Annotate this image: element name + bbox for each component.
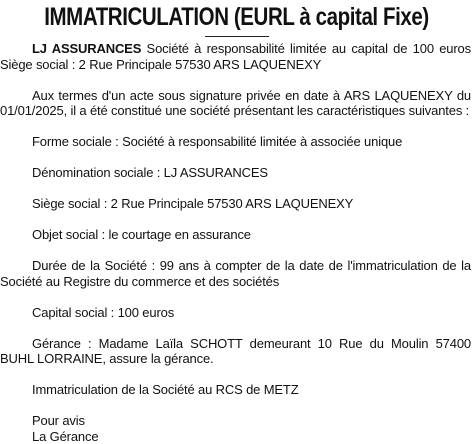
title-underline	[205, 36, 269, 37]
gerance: Gérance : Madame Laïla SCHOTT demeurant 10 Rue du Moulin 57400 BUHL LORRAINE, assure la gérance.	[0, 336, 471, 367]
closing-line-pour-avis: Pour avis	[32, 413, 471, 429]
objet-social: Objet social : le courtage en assurance	[0, 227, 471, 243]
denomination-sociale: Dénomination sociale : LJ ASSURANCES	[0, 165, 471, 181]
notice-title: IMMATRICULATION (EURL à capital Fixe)	[43, 2, 431, 32]
notice-body	[0, 41, 471, 444]
closing-signature	[0, 413, 471, 444]
act-paragraph: Aux termes d'un acte sous signature privée en date à ARS LAQUENEXY du 01/01/2025, il a été constitué une société présentant les caractéristiques suivantes :	[0, 88, 471, 119]
closing-line-gerance: La Gérance	[32, 429, 471, 444]
company-name: LJ ASSURANCES	[32, 41, 141, 56]
forme-sociale: Forme sociale : Société à responsabilité limitée à associée unique	[0, 134, 471, 150]
intro-text: Société à responsabilité limitée au capital de 100 euros Siège social : 2 Rue Principale 57530 ARS LAQUENEXY	[0, 41, 471, 72]
intro-paragraph	[0, 41, 471, 72]
siege-social: Siège social : 2 Rue Principale 57530 ARS LAQUENEXY	[0, 196, 471, 212]
duree-societe: Durée de la Société : 99 ans à compter de la date de l'immatriculation de la Société au Registre du commerce et des sociétés	[0, 258, 471, 289]
immatriculation-rcs: Immatriculation de la Société au RCS de METZ	[0, 382, 471, 398]
capital-social: Capital social : 100 euros	[0, 305, 471, 321]
